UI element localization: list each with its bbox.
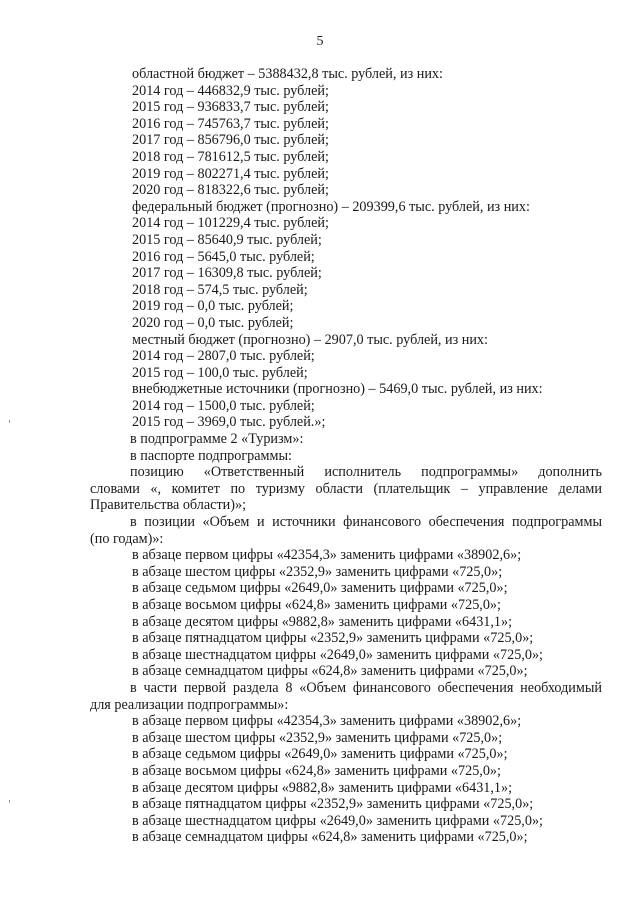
text-line: в абзаце семнадцатом цифры «624,8» заменить цифрами «725,0»; — [132, 663, 528, 680]
text-line: 2014 год – 1500,0 тыс. рублей; — [132, 397, 315, 414]
text-line: в абзаце семнадцатом цифры «624,8» заменить цифрами «725,0»; — [132, 829, 528, 846]
paragraph-line: в позиции «Объем и источники финансового обеспечения подпрограммы — [130, 514, 602, 531]
paragraph-line: в части первой раздела 8 «Объем финансового обеспечения необходимый — [130, 679, 602, 696]
text-line: в абзаце пятнадцатом цифры «2352,9» заменить цифрами «725,0»; — [132, 796, 534, 813]
text-line: 2018 год – 781612,5 тыс. рублей; — [132, 148, 329, 165]
text-line: 2017 год – 16309,8 тыс. рублей; — [132, 265, 322, 282]
scan-artifact-mark — [9, 420, 10, 423]
paragraph-section-8 — [90, 680, 602, 713]
document-body — [90, 66, 602, 846]
text-line: 2015 год – 100,0 тыс. рублей; — [132, 364, 308, 381]
text-line: в абзаце десятом цифры «9882,8» заменить цифрами «6431,1»; — [132, 613, 513, 630]
paragraph-line: позицию «Ответственный исполнитель подпрограммы» дополнить — [130, 464, 602, 481]
text-line: в абзаце первом цифры «42354,3» заменить цифрами «38902,6»; — [132, 713, 522, 730]
text-line: 2019 год – 802271,4 тыс. рублей; — [132, 165, 329, 182]
paragraph-responsible-executor — [90, 464, 602, 514]
text-line: федеральный бюджет (прогнозно) – 209399,6 тыс. рублей, из них: — [132, 198, 530, 215]
text-line: 2014 год – 2807,0 тыс. рублей; — [132, 348, 315, 365]
text-line: местный бюджет (прогнозно) – 2907,0 тыс. рублей, из них: — [132, 331, 488, 348]
text-line: 2020 год – 0,0 тыс. рублей; — [132, 314, 294, 331]
text-line: в абзаце пятнадцатом цифры «2352,9» заменить цифрами «725,0»; — [132, 630, 534, 647]
text-line: в паспорте подпрограммы: — [130, 447, 292, 464]
text-line: в абзаце шестом цифры «2352,9» заменить цифрами «725,0»; — [132, 729, 503, 746]
text-line: в абзаце десятом цифры «9882,8» заменить цифрами «6431,1»; — [132, 779, 513, 796]
text-line: 2018 год – 574,5 тыс. рублей; — [132, 281, 308, 298]
text-line: в абзаце восьмом цифры «624,8» заменить цифрами «725,0»; — [132, 597, 501, 613]
text-line: областной бюджет – 5388432,8 тыс. рублей, из них: — [132, 66, 443, 82]
scan-artifact-mark — [9, 800, 10, 803]
text-line: в абзаце шестнадцатом цифры «2649,0» заменить цифрами «725,0»; — [132, 812, 543, 829]
text-line: в подпрограмме 2 «Туризм»: — [130, 431, 304, 448]
text-line: 2014 год – 446832,9 тыс. рублей; — [132, 82, 329, 99]
text-line: 2015 год – 85640,9 тыс. рублей; — [132, 231, 322, 248]
text-line: в абзаце восьмом цифры «624,8» заменить цифрами «725,0»; — [132, 762, 501, 779]
text-line: в абзаце седьмом цифры «2649,0» заменить цифрами «725,0»; — [132, 580, 508, 597]
text-line: 2015 год – 936833,7 тыс. рублей; — [132, 99, 329, 116]
text-line: в абзаце первом цифры «42354,3» заменить цифрами «38902,6»; — [132, 547, 522, 564]
text-line: 2014 год – 101229,4 тыс. рублей; — [132, 215, 329, 232]
text-line: 2015 год – 3969,0 тыс. рублей.»; — [132, 414, 326, 431]
paragraph-line: словами «, комитет по туризму области (плательщик – управление делами Правительства области)»; — [90, 480, 602, 514]
text-line: в абзаце шестнадцатом цифры «2649,0» заменить цифрами «725,0»; — [132, 646, 543, 663]
text-line: 2017 год – 856796,0 тыс. рублей; — [132, 132, 329, 149]
paragraph-funding-position — [90, 514, 602, 547]
text-line: 2016 год – 745763,7 тыс. рублей; — [132, 115, 329, 132]
text-line: 2019 год – 0,0 тыс. рублей; — [132, 298, 294, 315]
paragraph-line: (по годам)»: — [90, 530, 164, 547]
text-line: 2016 год – 5645,0 тыс. рублей; — [132, 248, 315, 265]
text-line: 2020 год – 818322,6 тыс. рублей; — [132, 182, 329, 199]
paragraph-line: для реализации подпрограммы»: — [90, 696, 289, 713]
page-number: 5 — [316, 34, 324, 49]
text-line: в абзаце шестом цифры «2352,9» заменить цифрами «725,0»; — [132, 563, 503, 580]
text-line: в абзаце седьмом цифры «2649,0» заменить цифрами «725,0»; — [132, 746, 508, 763]
text-line: внебюджетные источники (прогнозно) – 5469,0 тыс. рублей, из них: — [132, 381, 543, 398]
